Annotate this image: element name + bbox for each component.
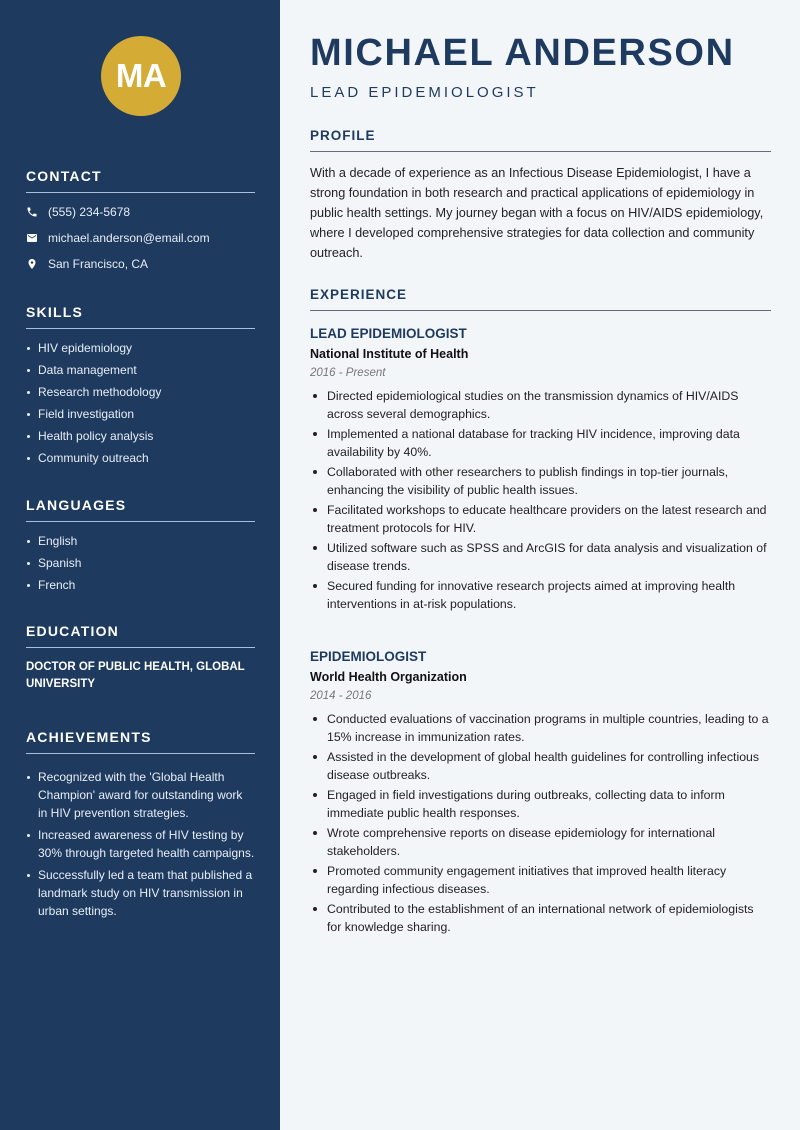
candidate-title: LEAD EPIDEMIOLOGIST xyxy=(310,84,539,101)
job-bullets xyxy=(310,710,771,936)
email-icon xyxy=(26,232,48,244)
profile-text: With a decade of experience as an Infectious Disease Epidemiologist, I have a strong foundation in both research and practical applications of epidemiology in public health settings. My journey began with a focus on HIV/AIDS epidemiology, where I developed comprehensive strategies for data collection and community outreach. xyxy=(310,166,764,260)
location-text: San Francisco, CA xyxy=(48,257,149,271)
job-bullet: Wrote comprehensive reports on disease epidemiology for international stakeholders. xyxy=(310,824,771,860)
profile-heading: PROFILE xyxy=(310,128,771,152)
skill-item: Data management xyxy=(26,361,255,379)
skills-section xyxy=(26,304,255,471)
sidebar xyxy=(0,0,280,1130)
job-role: EPIDEMIOLOGIST xyxy=(310,649,427,664)
skill-item: Field investigation xyxy=(26,405,255,423)
achievement-item: Increased awareness of HIV testing by 30% through targeted health campaigns. xyxy=(26,826,255,862)
skill-item: Research methodology xyxy=(26,383,255,401)
language-item: English xyxy=(26,532,255,550)
job-bullet: Promoted community engagement initiatives that improved health literacy regarding infectious diseases. xyxy=(310,862,771,898)
languages-section xyxy=(26,497,255,598)
languages-heading: LANGUAGES xyxy=(26,497,255,522)
contact-email xyxy=(26,225,255,251)
experience-heading: EXPERIENCE xyxy=(310,287,771,311)
job-bullet: Conducted evaluations of vaccination programs in multiple countries, leading to a 15% increase in immunization rates. xyxy=(310,710,771,746)
language-item: French xyxy=(26,576,255,594)
email-text[interactable]: michael.anderson@email.com xyxy=(48,231,210,245)
job-role: LEAD EPIDEMIOLOGIST xyxy=(310,326,467,341)
languages-list xyxy=(26,532,255,594)
job-bullet: Implemented a national database for tracking HIV incidence, improving data availability by 40%. xyxy=(310,425,771,461)
achievements-heading: ACHIEVEMENTS xyxy=(26,729,255,754)
achievements-list xyxy=(26,768,255,920)
location-pin-icon xyxy=(26,258,48,270)
job-bullet: Engaged in field investigations during outbreaks, collecting data to inform immediate public health responses. xyxy=(310,786,771,822)
job-bullet: Collaborated with other researchers to publish findings in top-tier journals, enhancing the visibility of public health issues. xyxy=(310,463,771,499)
job-dates: 2014 - 2016 xyxy=(310,690,372,702)
job-bullet: Facilitated workshops to educate healthcare providers on the latest research and treatment protocols for HIV. xyxy=(310,501,771,537)
education-heading: EDUCATION xyxy=(26,623,255,648)
job-entry xyxy=(310,326,771,615)
job-dates: 2016 - Present xyxy=(310,367,386,379)
job-bullet: Utilized software such as SPSS and ArcGIS for data analysis and visualization of disease trends. xyxy=(310,539,771,575)
job-entry xyxy=(310,649,771,938)
language-item: Spanish xyxy=(26,554,255,572)
contact-heading: CONTACT xyxy=(26,168,255,193)
job-organization: National Institute of Health xyxy=(310,347,469,361)
achievement-item: Successfully led a team that published a landmark study on HIV transmission in urban settings. xyxy=(26,866,255,920)
phone-icon xyxy=(26,206,48,218)
phone-text: (555) 234-5678 xyxy=(48,205,131,219)
job-bullet: Secured funding for innovative research projects aimed at improving health interventions in at-risk populations. xyxy=(310,577,771,613)
avatar-initials: MA xyxy=(115,57,167,94)
skill-item: HIV epidemiology xyxy=(26,339,255,357)
job-bullet: Assisted in the development of global health guidelines for controlling infectious disease outbreaks. xyxy=(310,748,771,784)
job-bullet: Directed epidemiological studies on the transmission dynamics of HIV/AIDS across several demographics. xyxy=(310,387,771,423)
candidate-name: MICHAEL ANDERSON xyxy=(310,32,735,74)
avatar xyxy=(101,36,181,116)
contact-section xyxy=(26,168,255,277)
skills-heading: SKILLS xyxy=(26,304,255,329)
achievements-section xyxy=(26,729,255,924)
education-degree: DOCTOR OF PUBLIC HEALTH, GLOBAL UNIVERSITY xyxy=(26,661,245,690)
achievement-item: Recognized with the 'Global Health Champion' award for outstanding work in HIV prevention strategies. xyxy=(26,768,255,822)
skill-item: Community outreach xyxy=(26,449,255,467)
education-section xyxy=(26,623,255,693)
contact-location xyxy=(26,251,255,277)
job-bullet: Contributed to the establishment of an international network of epidemiologists for knowledge sharing. xyxy=(310,900,771,936)
skills-list xyxy=(26,339,255,467)
contact-phone xyxy=(26,199,255,225)
job-organization: World Health Organization xyxy=(310,670,467,684)
job-bullets xyxy=(310,387,771,613)
skill-item: Health policy analysis xyxy=(26,427,255,445)
